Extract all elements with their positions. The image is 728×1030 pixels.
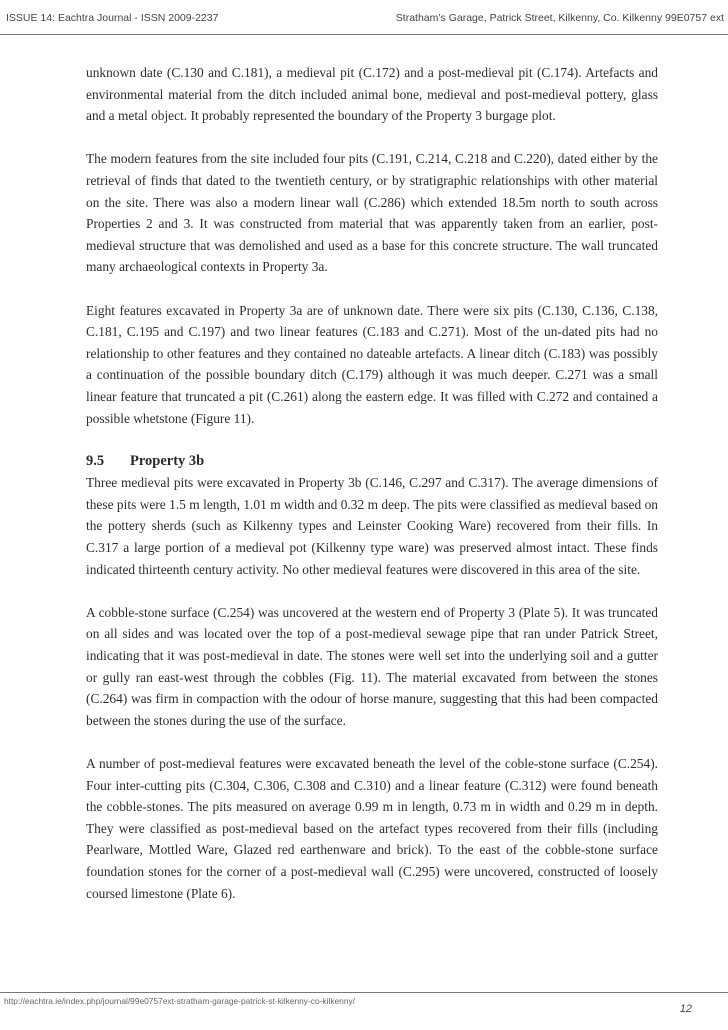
- paragraph-cobble-stone-surface: A cobble-stone surface (C.254) was uncovered at the western end of Property 3 (Plate 5). It was truncated on all sides and was located over the top of a post-medieval sewage pipe that ran under Patrick Street, indicating that it was post-medieval in date. The stones were well set into the underlying soil and a gutter or gully ran east-west through the cobbles (Fig. 11). The material excavated from between the stones (C.264) was firm in compaction with the odour of horse manure, suggesting that this had been compacted between the stones during the use of the surface.: [86, 604, 658, 728]
- article-body: [86, 62, 658, 926]
- paragraph-post-medieval-features: A number of post-medieval features were excavated beneath the level of the coble-stone surface (C.254). Four inter-cutting pits (C.304, C.306, C.308 and C.310) and a linear feature (C.312) were found beneath the cobble-stones. The pits measured on average 0.99 m in length, 0.73 m in width and 0.29 m in depth. They were classified as post-medieval based on the artefact types recovered from their fills (including Pearlware, Mottled Ware, Glazed red earthenware and brick). To the east of the cobble-stone surface foundation stones for the corner of a post-medieval wall (C.295) were uncovered, constructed of loosely coursed limestone (Plate 6).: [86, 756, 658, 901]
- paragraph-medieval-pits: Three medieval pits were excavated in Property 3b (C.146, C.297 and C.317). The average dimensions of these pits were 1.5 m length, 1.01 m width and 0.32 m deep. The pits were classified as medieval based on the pottery sherds (such as Kilkenny types and Leinster Cooking Ware) recovered from their fills. In C.317 a large portion of a medieval pot (Kilkenny type ware) was preserved almost intact. These finds indicated thirteenth century activity. No other medieval features were discovered in this area of the site.: [86, 475, 658, 577]
- paragraph-ditch-artefacts: unknown date (C.130 and C.181), a medieval pit (C.172) and a post-medieval pit (C.174). Artefacts and environmental material from the ditch included animal bone, medieval and post-medieval pottery, glass and a metal object. It probably represented the boundary of the Property 3 burgage plot.: [86, 65, 658, 124]
- page-number: 12: [679, 1003, 692, 1015]
- article-site-title: Stratham’s Garage, Patrick Street, Kilkenny, Co. Kilkenny 99E0757 ext: [395, 12, 724, 24]
- header-divider: [0, 34, 728, 35]
- page-header: [0, 0, 728, 42]
- journal-issue-label: ISSUE 14: Eachtra Journal - ISSN 2009-2237: [6, 12, 219, 24]
- section-heading: [86, 451, 658, 473]
- footer-divider: [0, 992, 728, 993]
- section-title: Property 3b: [130, 452, 205, 469]
- paragraph-unknown-date-features: Eight features excavated in Property 3a are of unknown date. There were six pits (C.130, C.136, C.138, C.181, C.195 and C.197) and two linear features (C.183 and C.271). Most of the un-dated pits had no relationship to other features and they contained no dateable artefacts. A linear ditch (C.183) was possibly a continuation of the possible boundary ditch (C.179) although it was much deeper. C.271 was a small linear feature that truncated a pit (C.261) along the eastern edge. It was filled with C.272 and contained a possible whetstone (Figure 11).: [86, 302, 658, 426]
- section-number: 9.5: [86, 452, 105, 469]
- paragraph-modern-features: The modern features from the site included four pits (C.191, C.214, C.218 and C.220), dated either by the retrieval of finds that dated to the twentieth century, or by stratigraphic relationships with other material on the site. There was also a modern linear wall (C.286) which extended 18.5m north to south across Properties 2 and 3. It was constructed from material that was apparently taken from an earlier, post-medieval structure that was demolished and used as a base for this concrete structure. The wall truncated many archaeological contexts in Property 3a.: [86, 151, 658, 275]
- article-url: http://eachtra.ie/index.php/journal/99e0757ext-stratham-garage-patrick-st-kilkenny-co-kilkenny/: [4, 996, 355, 1006]
